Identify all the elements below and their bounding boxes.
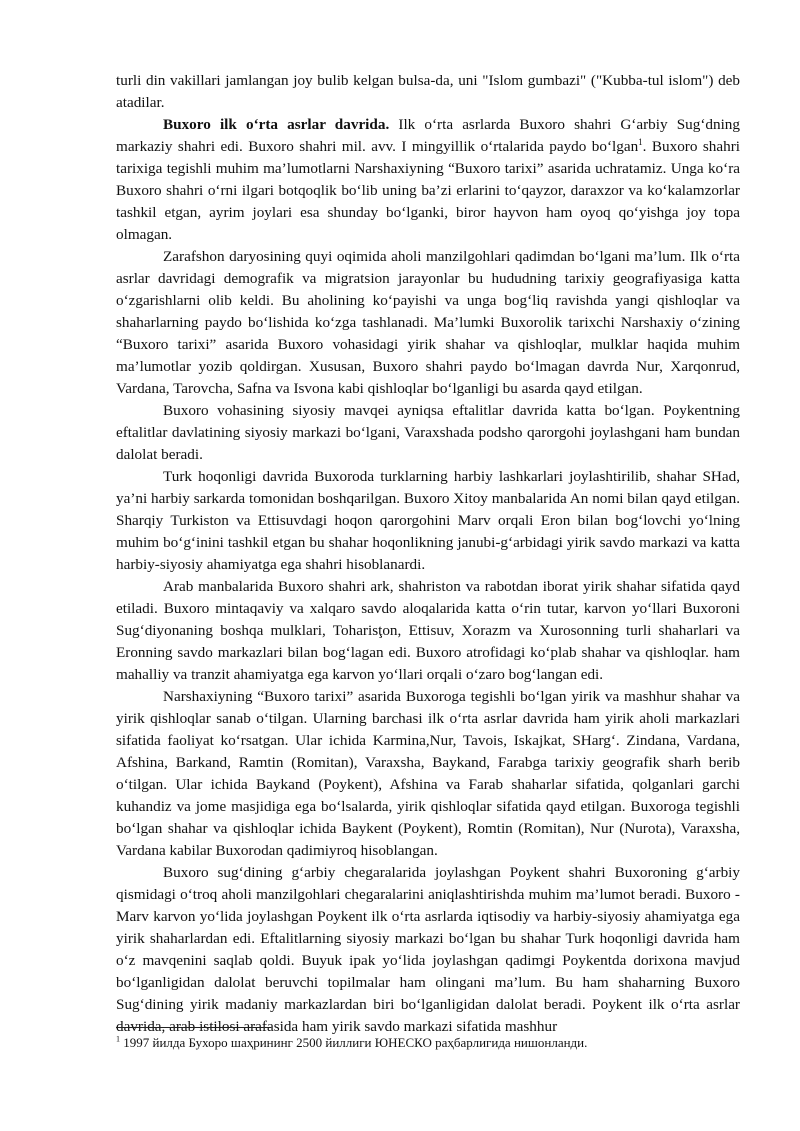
paragraph-text: turli din vakillari jamlangan joy bulib kelgan bulsa-da, uni "Islom gumbazi" ("Kubba-tul islom") deb atadilar. [116, 72, 740, 111]
paragraph-1 [116, 70, 740, 114]
paragraph-text: Turk hoqonligi davrida Buxoroda turklarning harbiy lashkarlari joylashtirilib, shahar SHad, ya’ni harbiy sarkarda tomonidan boshqarilgan. Buxoro Xitoy manbalarida An nomi bilan qayd etilgan. Sharqiy Turkiston va Ettisuvdagi hoqon qarorgohini Marv orqali Eron bilan bog‘lovchi yo‘lning muhim bo‘g‘inini tashkil etgan bu shahar hoqonlikning janubi-g‘arbidagi yirik savdo markazi va katta harbiy-siyosiy ahamiyatga ega shahri hisoblanardi. [116, 468, 740, 573]
paragraph-text: Ilk o‘rta asrlarda Buxoro shahri G‘arbiy Sug‘dning markaziy shahri edi. Buxoro shahri mil. avv. I mingyillik o‘rtalarida paydo bo‘lgan [116, 116, 740, 155]
paragraph-4 [116, 400, 740, 466]
paragraph-2 [116, 114, 740, 246]
paragraph-3 [116, 246, 740, 400]
paragraph-text: Arab manbalarida Buxoro shahri ark, shahriston va rabotdan iborat yirik shahar sifatida qayd etiladi. Buxoro mintaqaviy va xalqaro savdo aloqalarida katta o‘rin tutar, karvon yo‘llari Buxoroni Sug‘diyonaning boshqa mulklari, Toharisţon, Ettisuv, Xorazm va Xurosonning turli shaharlari va Eronning savdo markazlari bilan bog‘lagan edi. Buxoro atrofidagi ko‘plab shahar va qishloqlar. ham mahalliy va tranzit ahamiyatga ega karvon yo‘llari orqali o‘zaro bog‘langan edi. [116, 578, 740, 683]
paragraph-8 [116, 862, 740, 1038]
footnote [116, 1034, 740, 1051]
paragraph-6 [116, 576, 740, 686]
footnote-text: 1997 йилда Бухоро шаҳрининг 2500 йиллиги ЮНЕСКО раҳбарлигида нишонланди. [120, 1035, 588, 1050]
paragraph-text: . Buxoro shahri tarixiga tegishli muhim ma’lumotlarni Narshaxiyning “Buxoro tarixi” asarida uchratamiz. Unga ko‘ra Buxoro shahri o‘rni ilgari botqoqlik bo‘lib uning ba’zi erlarini to‘qayzor, daraxzor va ko‘kalamzorlar tashkil etgan, ayrim joylari esa shunday bo‘lganki, biror hayvon ham oyoq qo‘yishga joy topa olmagan. [116, 138, 740, 243]
footnote-separator [116, 1027, 271, 1028]
paragraph-text: Narshaxiyning “Buxoro tarixi” asarida Buxoroga tegishli bo‘lgan yirik va mashhur shahar va yirik qishloqlar sanab o‘tilgan. Ularning barchasi ilk o‘rta asrlar davrida ham yirik aholi markazlari sifatida faoliyat ko‘rsatgan. Ular ichida Karmina,Nur, Tavois, Iskajkat, SHarg‘. Zindana, Vardana, Afshina, Barkand, Ramtin (Romitan), Varaxsha, Baykand, Farabga tarixiy geografik sharh berib o‘tilgan. Ular ichida Baykand (Poykent), Afshina va Farab shaharlar sifatida, qolganlari garchi kuhandiz va jome masjidiga ega bo‘lsalarda, yirik qishloqlar sifatida qayd etilgan. Buxoroga tegishli bo‘lgan shahar va qishloqlar ichida Baykent (Poykent), Romtin (Romitan), Nur (Nurota), Varaxsha, Vardana kabilar Buxorodan qadimiyroq hisoblangan. [116, 688, 740, 859]
paragraph-text: Zarafshon daryosining quyi oqimida aholi manzilgohlari qadimdan bo‘lgani ma’lum. Ilk o‘rta asrlar davridagi demografik va migratsion jarayonlar bu hududning tarixiy geografiyasiga katta o‘zgarishlarni olib keldi. Bu aholining ko‘payishi va unga bog‘liq ravishda yangi qishloqlar va shaharlarning paydo bo‘lishida ko‘zga tashlanadi. Ma’lumki Buxorolik tarixchi Narshaxiy o‘zining “Buxoro tarixi” asarida Buxoro vohasidagi yirik shahar va qishloqlar, mulklar haqida muhim ma’lumotlar yozib qoldirgan. Xususan, Buxoro shahri paydo bo‘lmagan davrda Nur, Xarqonrud, Vardana, Tarovcha, Safna va Isvona kabi qishloqlar bo‘lganligi bu asarda qayd etilgan. [116, 248, 740, 397]
footnote-reference[interactable]: 1 [638, 136, 643, 147]
paragraph-7 [116, 686, 740, 862]
paragraph-text: Buxoro vohasining siyosiy mavqei ayniqsa eftalitlar davrida katta bo‘lgan. Poykentning eftalitlar davlatining siyosiy markazi bo‘lgani, Varaxshada podsho qarorgohi joylashgani ham bundan dalolat beradi. [116, 402, 740, 463]
paragraph-text: Buxoro sug‘dining g‘arbiy chegaralarida joylashgan Poykent shahri Buxoroning g‘arbiy qismidagi o‘troq aholi manzilgohlari chegaralarini aniqlashtirishda muhim ma’lumot beradi. Buxoro - Marv karvon yo‘lida joylashgan Poykent ilk o‘rta asrlarda iqtisodiy va harbiy-siyosiy ahamiyatga ega yirik shaharlardan edi. Eftalitlarning siyosiy markazi bo‘lgan bu shahar Turk hoqonligi davrida ham o‘z mavqenini saqlab qoldi. Buyuk ipak yo‘lida joylashgan qadimgi Poykentda dorixona mavjud bo‘lganligidan dalolat beruvchi topilmalar ham olingani ma’lum. Bu ham shaharning Buxoro Sug‘dining yirik madaniy markazlardan biri bo‘lganligidan dalolat beradi. Poykent ilk o‘rta asrlar davrida, arab istilosi arafasida ham yirik savdo markazi sifatida mashhur [116, 864, 740, 1035]
footnote-area [116, 1027, 740, 1051]
section-heading: Buxoro ilk o‘rta asrlar davrida. [163, 116, 390, 133]
footnote-marker: 1 [116, 1034, 120, 1044]
paragraph-5 [116, 466, 740, 576]
document-body [116, 70, 740, 1038]
